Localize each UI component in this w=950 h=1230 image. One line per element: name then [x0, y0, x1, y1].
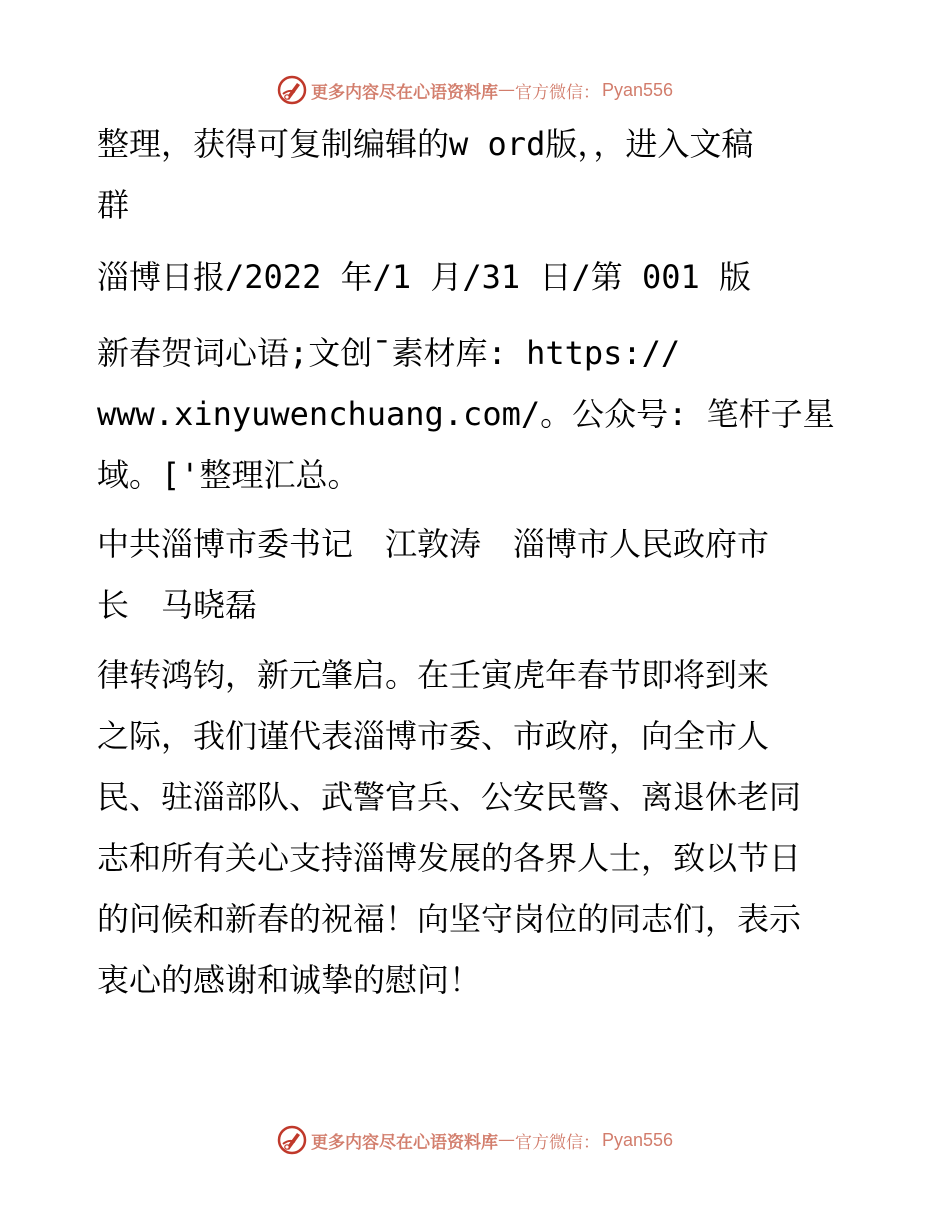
watermark-wechat-label: 官方微信： [514, 82, 600, 103]
text-line: 律转鸿钧，新元肇启。在壬寅虎年春节即将到来 [97, 656, 770, 694]
header-watermark [0, 70, 950, 110]
text-line: 衷心的感谢和诚挚的慰问！ [97, 961, 482, 999]
quill-pen-logo-icon [277, 1125, 307, 1155]
watermark-title: 更多内容尽在心语资料库 [310, 82, 498, 103]
text-line: 之际，我们谨代表淄博市委、市政府，向全市人 [97, 717, 770, 755]
text-line: 长 马晓磊 [97, 586, 258, 624]
text-line: 中共淄博市委书记 江敦涛 淄博市人民政府市 [97, 525, 770, 563]
text-line: 群 [97, 186, 130, 224]
watermark-title: 更多内容尽在心语资料库 [310, 1132, 498, 1153]
paragraph-authors [97, 514, 857, 636]
text-line: 新春贺词心语;文创¯素材库: https:// [97, 334, 681, 372]
watermark-dash: — [497, 1130, 515, 1150]
paragraph-source [97, 247, 857, 308]
text-line: 域。['整理汇总。 [97, 456, 360, 494]
watermark-dash: — [497, 80, 515, 100]
footer-watermark [0, 1120, 950, 1160]
watermark-wechat-label: 官方微信： [514, 1132, 600, 1153]
paragraph-greeting [97, 645, 857, 1011]
text-line: www.xinyuwenchuang.com/。公众号: 笔杆子星 [97, 395, 835, 433]
watermark-wechat-id: Pyan556 [601, 1129, 674, 1150]
quill-pen-logo-icon [277, 75, 307, 105]
text-line: 整理，获得可复制编辑的w ord版，，进入文稿 [97, 125, 754, 163]
text-line: 的问候和新春的祝福！向坚守岗位的同志们，表示 [97, 900, 802, 938]
text-line: 志和所有关心支持淄博发展的各界人士，致以节日 [97, 839, 802, 877]
text-line: 淄博日报/2022 年/1 月/31 日/第 001 版 [97, 258, 752, 296]
watermark-wechat-id: Pyan556 [601, 79, 674, 100]
paragraph-notice [97, 323, 857, 506]
text-line: 民、驻淄部队、武警官兵、公安民警、离退休老同 [97, 778, 802, 816]
paragraph-intro [97, 114, 857, 236]
